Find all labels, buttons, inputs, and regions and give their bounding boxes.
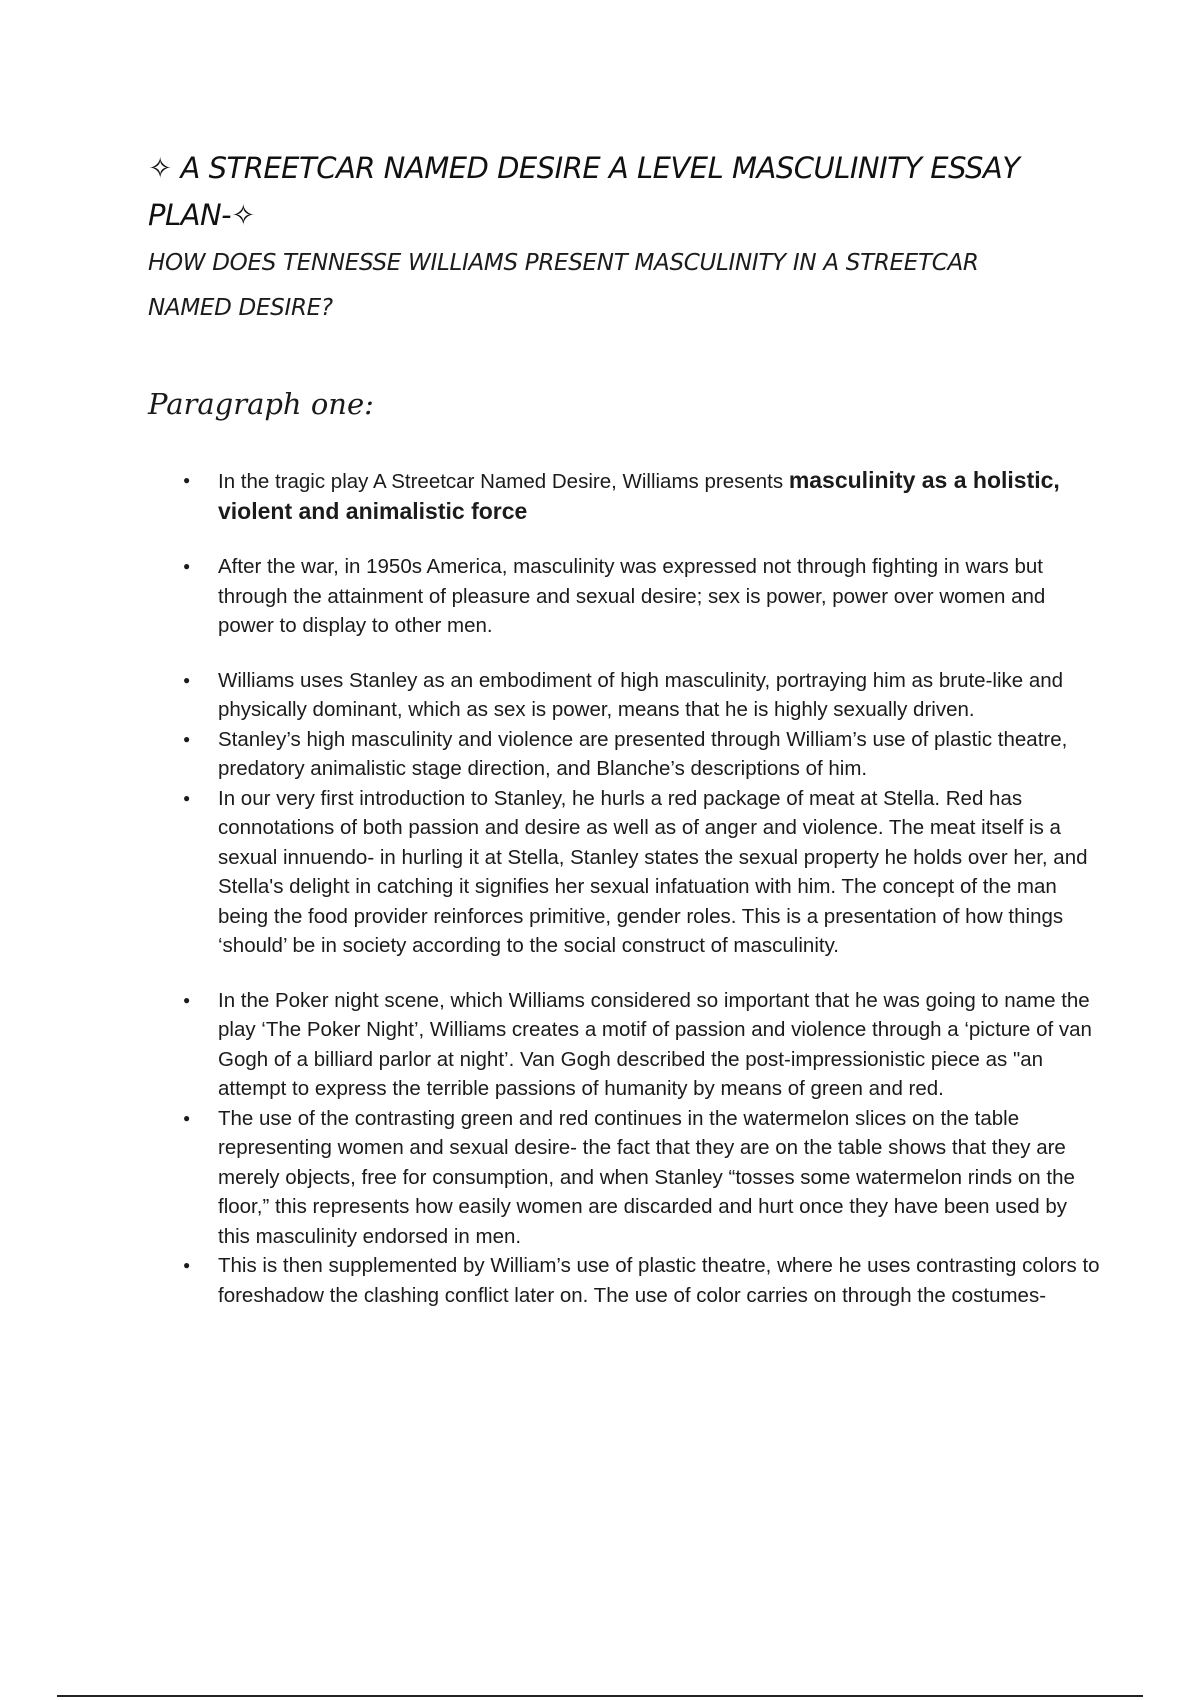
bullet-text: After the war, in 1950s America, masculinity was expressed not through fighting in wars but through the attainment of pleasure and sexual desire; sex is power, power over women and power to display to other men. (218, 555, 1046, 637)
bullet-text: The use of the contrasting green and red continues in the watermelon slices on the table representing women and sexual desire- the fact that they are on the table shows that they are merely objects, free for consumption, and when Stanley “tosses some watermelon rinds on the floor,” this represents how easily women are discarded and hurt once they have been used by this masculinity endorsed in men. (218, 1106, 1075, 1248)
bullet-item (180, 466, 1100, 527)
paragraph-heading: Paragraph one: (148, 387, 374, 421)
bullet-item (180, 1104, 1100, 1252)
page-bottom-rule (57, 1695, 1143, 1697)
bullet-text: This is then supplemented by William’s use of plastic theatre, where he uses contrasting colors to foreshadow the clashing conflict later on. The use of color carries on through the costumes- (218, 1254, 1100, 1307)
bullet-item (180, 552, 1100, 641)
bullet-list (180, 466, 1100, 1310)
bullet-bold-text: masculinity as a holistic, violent and animalistic force (218, 467, 1060, 524)
bullet-text: Stanley’s high masculinity and violence are presented through William’s use of plastic theatre, predatory animalistic stage direction, and Blanche’s descriptions of him. (218, 727, 1068, 780)
essay-question: HOW DOES TENNESSE WILLIAMS PRESENT MASCULINITY IN A STREETCAR NAMED DESIRE? (148, 250, 979, 321)
bullet-item (180, 784, 1100, 961)
bullet-text: In the Poker night scene, which Williams considered so important that he was going to name the play ‘The Poker Night’, Williams creates a motif of passion and violence through a ‘picture of van Gogh of a billiard parlor at night’. Van Gogh described the post-impressionistic piece as "an attempt to express the terrible passions of humanity by means of green and red. (218, 988, 1092, 1100)
bullet-text: Williams uses Stanley as an embodiment of high masculinity, portraying him as brute-like and physically dominant, which as sex is power, means that he is highly sexually driven. (218, 668, 1064, 721)
essay-title: ✧ A STREETCAR NAMED DESIRE A LEVEL MASCULINITY ESSAY PLAN-✧ (148, 151, 1020, 232)
bullet-item (180, 666, 1100, 725)
bullet-text: In our very first introduction to Stanley, he hurls a red package of meat at Stella. Red has connotations of both passion and desire as well as of anger and violence. The meat itself is a sexual innuendo- in hurling it at Stella, Stanley states the sexual property he holds over her, and Stella's delight in catching it signifies her sexual infatuation with him. The concept of the man being the food provider reinforces primitive, gender roles. This is a presentation of how things ‘should’ be in society according to the social construct of masculinity. (218, 786, 1088, 957)
bullet-item (180, 725, 1100, 784)
bullet-text: In the tragic play A Streetcar Named Desire, Williams presents (218, 470, 789, 493)
bullet-item (180, 986, 1100, 1104)
bullet-item (180, 1251, 1100, 1310)
